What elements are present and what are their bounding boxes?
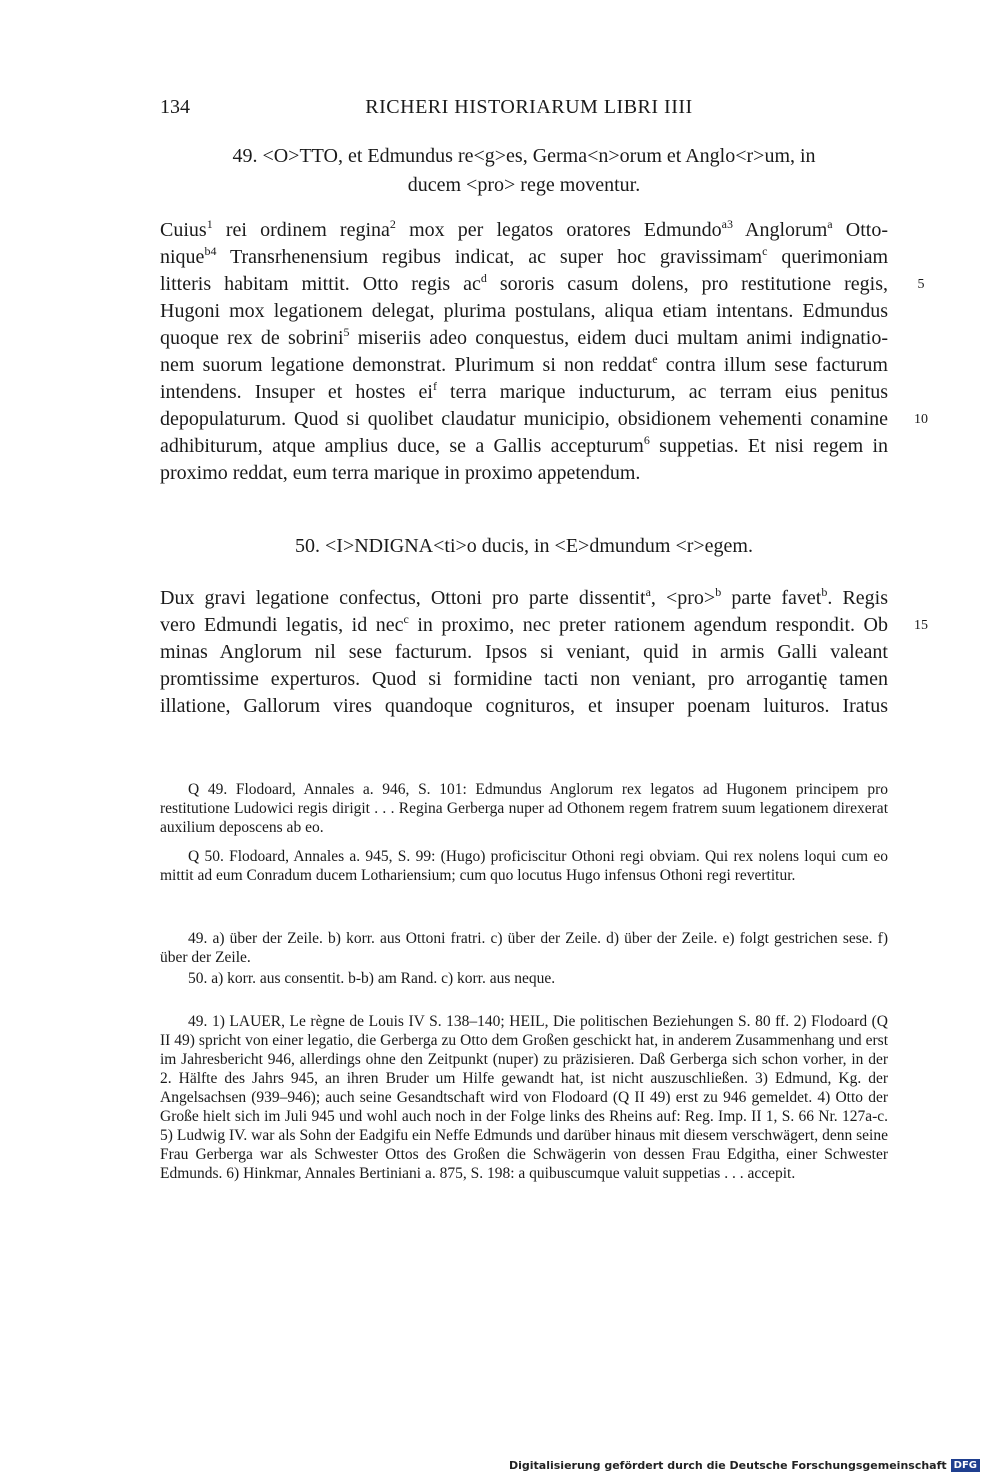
body-line: depopulaturum. Quod si quolibet claudatur municipio, obsidionem vehementi conamine — [160, 408, 888, 430]
funding-note: Digitalisierung gefördert durch die Deutsche Forschungsgemeinschaft — [508, 1459, 947, 1472]
body-line: proximo reddat, eum terra marique in proximo appetendum. — [160, 462, 641, 484]
body-line: Hugoni mox legationem delegat, plurima postulans, aliqua etiam intentans. Edmundus — [160, 300, 888, 322]
body-line: Dux gravi legatione confectus, Ottoni pro parte dissentit$^a$, <pro>$^b$ parte favet$^b$. Regis — [160, 585, 889, 609]
chapter-49-heading-line1: 49. <O>TTO, et Edmundus re<g>es, Germa<n>orum et Anglo<r>um, in — [232, 145, 816, 167]
line-number: 15 — [914, 618, 928, 633]
line-number: 10 — [914, 412, 928, 427]
body-line: quoque rex de sobrini$^5$ miseriis adeo conquestus, eidem duci multam animi indignatio- — [160, 325, 888, 349]
apparatus-50: 50. a) korr. aus consentit. b-b) am Rand. c) korr. aus neque. — [188, 970, 556, 987]
body-line: promtissime experturos. Quod si formidine tacti non veniant, pro arrogantię tamen — [160, 668, 888, 690]
page-number: 134 — [160, 96, 190, 118]
body-line: adhibiturum, atque amplius duce, se a Gallis accepturum$^6$ suppetias. Et nisi regem in — [160, 433, 888, 457]
body-line: intendens. Insuper et hostes $ei^f$ terra marique inducturum, ac terram eius penitus — [160, 379, 888, 403]
body-line: nique$^{b4}$ Transrhenensium regibus indicat, ac super hoc gravissimam$^c$ querimoniam — [160, 244, 888, 268]
apparatus-49: 49. a) über der Zeile. b) korr. aus Ottoni fratri. c) über der Zeile. d) über der Zeile. e) folgt gestrichen sese. f) über der Zeile. — [160, 930, 888, 966]
commentary-notes: 49. 1) LAUER, Le règne de Louis IV S. 138–140; HEIL, Die politischen Beziehungen S. 80 ff. 2) Flodoard (Q II 49) spricht von einer legatio, die Gerberga zu Otto dem Großen geschickt hat, in anderem Zusammenhang und erst im Jahresbericht 946, allerdings ohne den Zeitpunkt (nuper) zu präzisieren. Daß Gerberga sich schon vorher, in der 2. Hälfte des Jahrs 945, an ihren Bruder um Hilfe gewandt hat, ist nicht auszuschließen. 3) Edmund, Kg. der Angelsachsen (939–946); auch seine Gesandtschaft wird von Flodoard (Q II 49) erst zu 946 gemeldet. 4) Otto der Große hielt sich im Juli 945 und wohl auch noch in der Folge links des Rheins auf: Reg. Imp. II 1, S. 66 Nr. 127a-c. 5) Ludwig IV. war als Sohn der Eadgifu ein Neffe Edmunds und darüber hinaus mit diesem verschwägert, denn seine Frau Gerberga war als Schwester Ottos des Großen die Schwägerin von dessen Frau Edgitha, einer Schwester Edmunds. 6) Hinkmar, Annales Bertiniani a. 875, S. 198: a quibuscumque valuit suppetias . . . accepit. — [160, 1013, 888, 1182]
body-line: Cuius$^1$ rei ordinem regina$^2$ mox per legatos oratores Edmundo$^{a3}$ Anglorum$^a$ Otto- — [160, 217, 888, 241]
body-line: illatione, Gallorum vires quandoque cognituros, et insuper poenam luituros. Iratus — [160, 695, 888, 717]
chapter-50-heading: 50. <I>NDIGNA<ti>o ducis, in <E>dmundum <r>egem. — [295, 535, 753, 557]
source-note-q50: Q 50. Flodoard, Annales a. 945, S. 99: (Hugo) proficiscitur Othoni regi obviam. Qui rex nolens loqui cum eo mittit ad eum Conradum ducem Lothariensium; cum quo locutus Hugo infensus Othoni regi revertitur. — [160, 848, 888, 884]
body-line: litteris habitam mittit. Otto regis $ac^d$ sororis casum dolens, pro restitutione regis, — [160, 271, 888, 295]
chapter-49-heading-line2: ducem <pro> rege moventur. — [407, 174, 641, 196]
body-line: minas Anglorum nil sese facturum. Ipsos si veniant, quid in armis Galli valeant — [160, 641, 888, 663]
running-title: RICHERI HISTORIARUM LIBRI IIII — [365, 96, 693, 118]
body-line: nem suorum legatione demonstrat. Plurimum si non reddat$^e$ contra illum sese facturum — [160, 352, 888, 376]
dfg-logo-icon: DFG — [951, 1459, 980, 1472]
source-note-q49: Q 49. Flodoard, Annales a. 946, S. 101: Edmundus Anglorum rex legatos ad Hugonem principem pro restitutione Ludowici regis dirigit . . . Regina Gerberga nuper ad Othonem regem fratrem suum legationem direxerat auxilium deposcens ab eo. — [160, 781, 888, 836]
line-number: 5 — [917, 277, 925, 292]
funding-footer — [509, 1459, 980, 1472]
body-line: vero Edmundi legatis, id nec$^c$ in proximo, nec preter rationem agendum respondit. Ob — [160, 612, 888, 636]
